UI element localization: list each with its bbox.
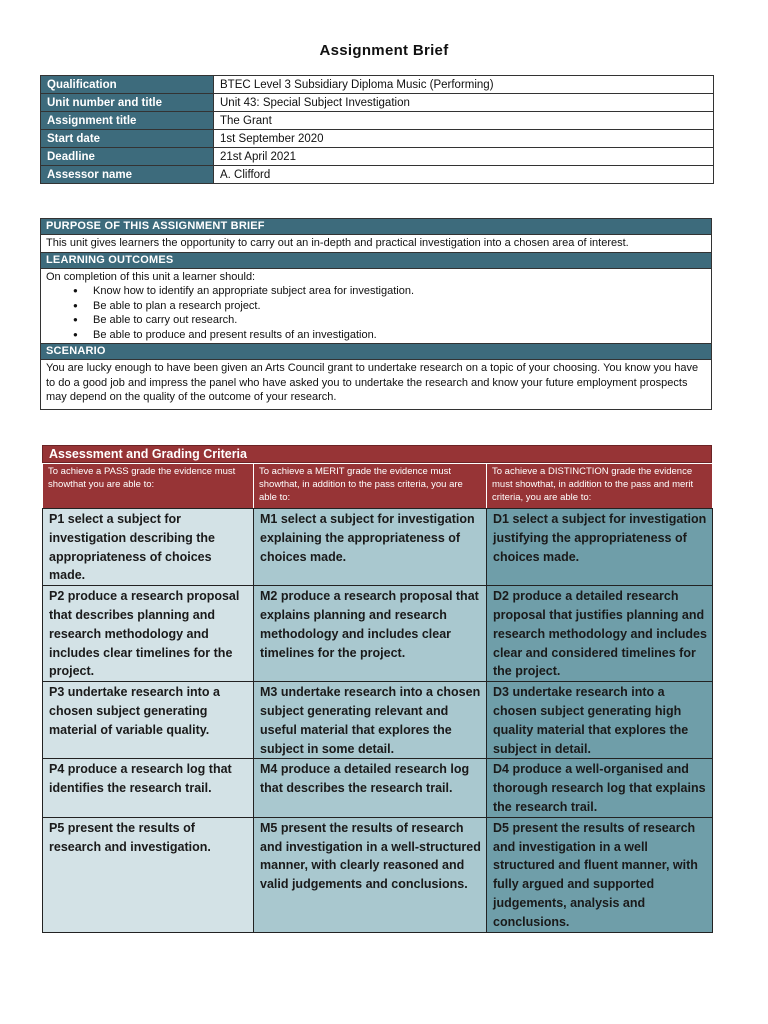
grading-criteria — [42, 445, 712, 933]
info-row-qualification — [41, 76, 714, 94]
grading-header-row — [43, 464, 713, 509]
info-value: 1st September 2020 — [214, 130, 714, 148]
outcomes-heading: LEARNING OUTCOMES — [41, 252, 711, 269]
purpose-text: This unit gives learners the opportunity to carry out an in-depth and practical investigation into a chosen area of interest. — [46, 237, 629, 249]
pass-criterion: P2 produce a research proposal that describes planning and research methodology and includes clear timelines for the project. — [43, 586, 254, 682]
grading-table — [42, 463, 713, 933]
scenario-heading: SCENARIO — [41, 343, 711, 360]
info-value: 21st April 2021 — [214, 148, 714, 166]
info-label: Start date — [41, 130, 214, 148]
distinction-criterion: D4 produce a well-organised and thorough research log that explains the research trail. — [487, 759, 713, 817]
info-label: Assessor name — [41, 166, 214, 184]
assignment-info-table — [40, 75, 714, 184]
merit-criterion: M2 produce a research proposal that explains planning and research methodology and includes clear timelines for the project. — [254, 586, 487, 682]
outcome-item: ● Be able to carry out research. — [93, 313, 706, 328]
merit-criterion: M4 produce a detailed research log that describes the research trail. — [254, 759, 487, 817]
criteria-row — [43, 682, 713, 759]
distinction-criterion: D2 produce a detailed research proposal that justifies planning and research methodology and includes clear and considered timelines for the project. — [487, 586, 713, 682]
pass-criterion: P5 present the results of research and investigation. — [43, 817, 254, 932]
distinction-criterion: D3 undertake research into a chosen subject generating high quality material that explores the subject in detail. — [487, 682, 713, 759]
distinction-header: To achieve a DISTINCTION grade the evidence must showthat, in addition to the pass and merit criteria, you are able to: — [487, 464, 713, 509]
criteria-row — [43, 509, 713, 586]
info-row-deadline — [41, 148, 714, 166]
info-row-assignment-title — [41, 112, 714, 130]
scenario-text: You are lucky enough to have been given an Arts Council grant to undertake research on a topic of your choosing. You know you have to do a good job and impress the panel who have asked you to undertake the research and know your future employment prospects may depend on the quality of the outcome of your research. — [46, 362, 699, 403]
merit-criterion: M3 undertake research into a chosen subject generating relevant and useful material that explores the subject in some detail. — [254, 682, 487, 759]
info-value: BTEC Level 3 Subsidiary Diploma Music (Performing) — [214, 76, 714, 94]
distinction-criterion: D5 present the results of research and investigation in a well structured and fluent manner, with fully argued and supported judgements, analysis and conclusions. — [487, 817, 713, 932]
grading-title: Assessment and Grading Criteria — [42, 445, 712, 463]
info-value: Unit 43: Special Subject Investigation — [214, 94, 714, 112]
pass-criterion: P4 produce a research log that identifies the research trail. — [43, 759, 254, 817]
pass-header: To achieve a PASS grade the evidence must showthat you are able to: — [43, 464, 254, 509]
purpose-box — [40, 218, 712, 410]
info-row-assessor — [41, 166, 714, 184]
outcome-item: ● Know how to identify an appropriate subject area for investigation. — [93, 284, 706, 299]
distinction-criterion: D1 select a subject for investigation justifying the appropriateness of choices made. — [487, 509, 713, 586]
info-label: Qualification — [41, 76, 214, 94]
info-label: Deadline — [41, 148, 214, 166]
outcome-item: ● Be able to plan a research project. — [93, 299, 706, 314]
outcomes-body — [41, 269, 711, 344]
info-row-start-date — [41, 130, 714, 148]
merit-header: To achieve a MERIT grade the evidence must showthat, in addition to the pass criteria, you are able to: — [254, 464, 487, 509]
merit-criterion: M5 present the results of research and investigation in a well-structured manner, with clearly reasoned and valid judgements and conclusions. — [254, 817, 487, 932]
document-title: Assignment Brief — [319, 42, 449, 59]
info-value: The Grant — [214, 112, 714, 130]
pass-criterion: P3 undertake research into a chosen subject generating material of variable quality. — [43, 682, 254, 759]
info-label: Unit number and title — [41, 94, 214, 112]
merit-criterion: M1 select a subject for investigation explaining the appropriateness of choices made. — [254, 509, 487, 586]
info-value: A. Clifford — [214, 166, 714, 184]
criteria-row — [43, 586, 713, 682]
outcome-item: ● Be able to produce and present results of an investigation. — [93, 328, 706, 343]
criteria-row — [43, 759, 713, 817]
criteria-row — [43, 817, 713, 932]
outcomes-list — [46, 284, 706, 342]
pass-criterion: P1 select a subject for investigation describing the appropriateness of choices made. — [43, 509, 254, 586]
info-row-unit — [41, 94, 714, 112]
info-label: Assignment title — [41, 112, 214, 130]
purpose-heading: PURPOSE OF THIS ASSIGNMENT BRIEF — [41, 219, 711, 235]
outcomes-intro: On completion of this unit a learner should: — [46, 270, 256, 283]
